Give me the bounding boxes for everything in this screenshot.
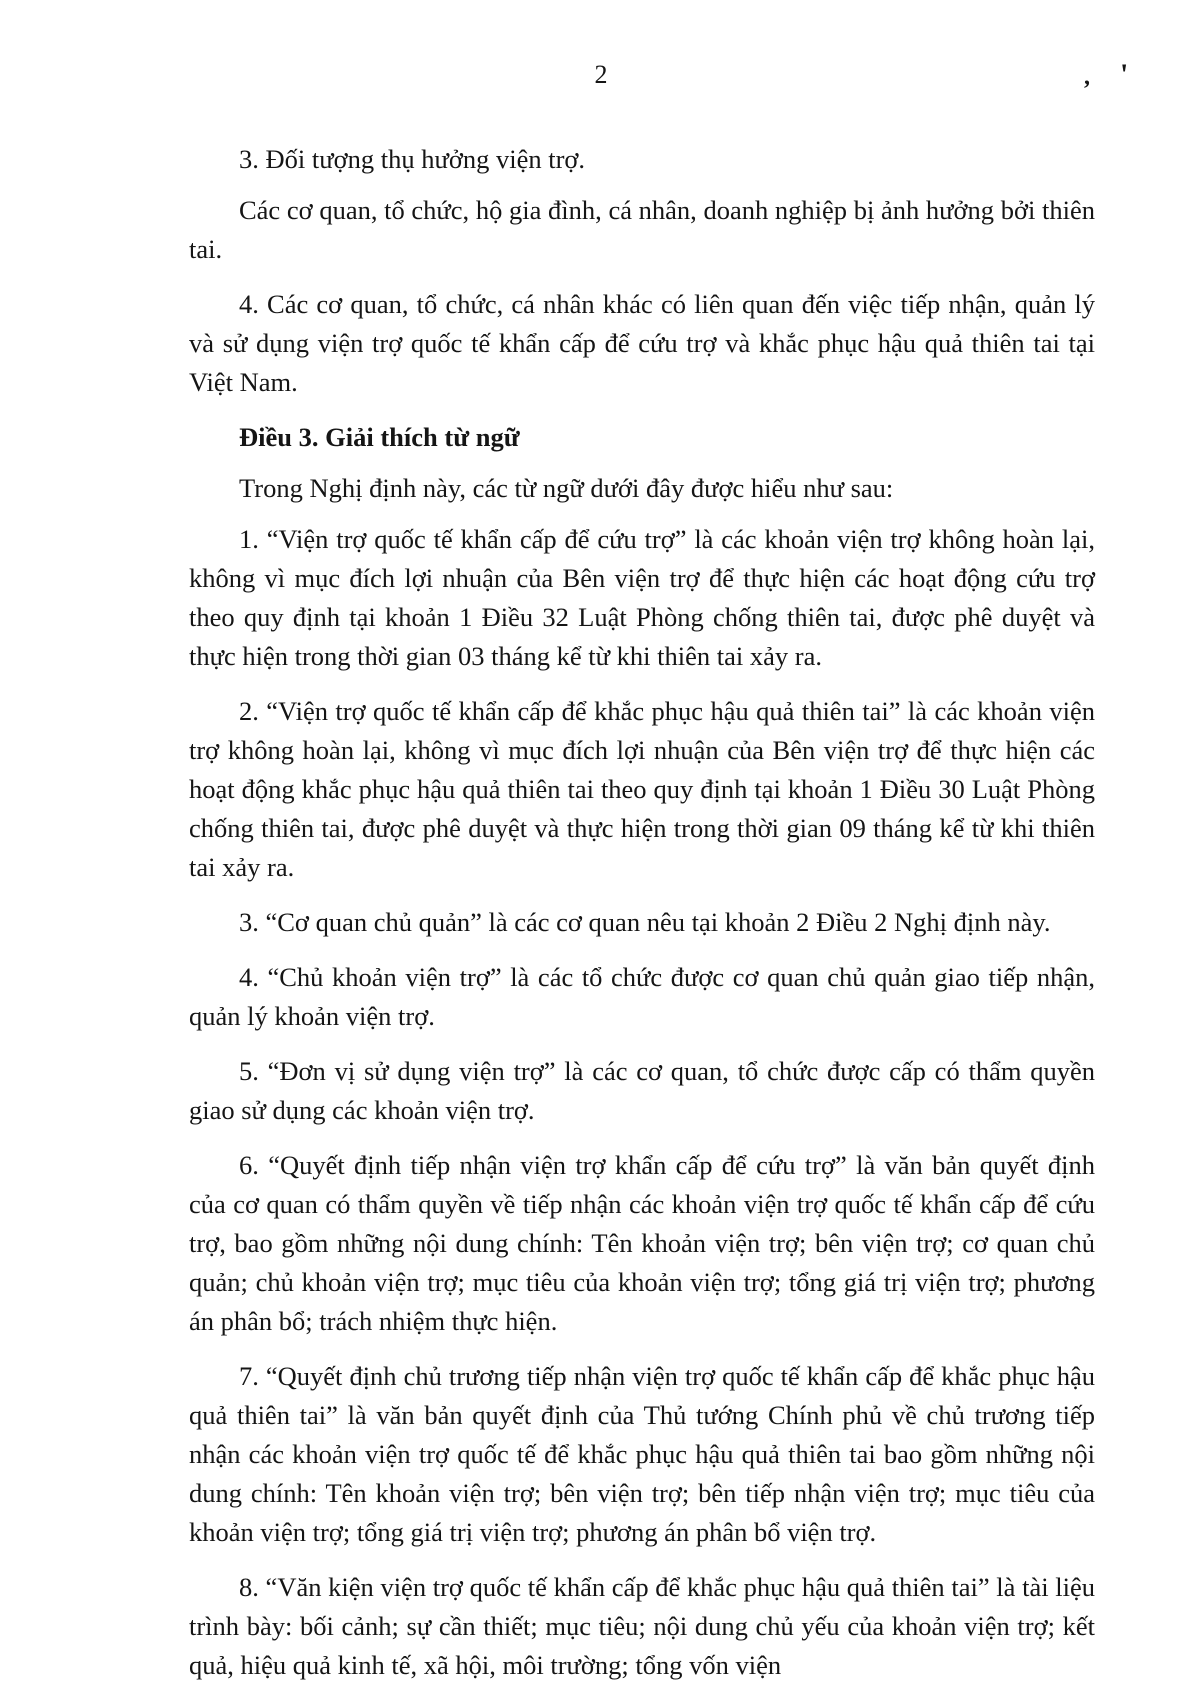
definition-2: 2. “Viện trợ quốc tế khẩn cấp để khắc phục hậu quả thiên tai” là các khoản viện trợ không hoàn lại, không vì mục đích lợi nhuận của Bên viện trợ để thực hiện các hoạt động khắc phục hậu quả thiên tai theo quy định tại khoản 1 Điều 30 Luật Phòng chống thiên tai, được phê duyệt và thực hiện trong thời gian 09 tháng kể từ khi thiên tai xảy ra. — [189, 696, 1095, 882]
definition-7: 7. “Quyết định chủ trương tiếp nhận viện trợ quốc tế khẩn cấp để khắc phục hậu quả thiên tai” là văn bản quyết định của Thủ tướng Chính phủ về chủ trương tiếp nhận các khoản viện trợ quốc tế để khắc phục hậu quả thiên tai bao gồm những nội dung chính: Tên khoản viện trợ; bên viện trợ; bên tiếp nhận viện trợ; mục tiêu của khoản viện trợ; tổng giá trị viện trợ; phương án phân bổ viện trợ. — [189, 1361, 1095, 1547]
page-number: 2 — [594, 60, 608, 89]
definition-4: 4. “Chủ khoản viện trợ” là các tổ chức được cơ quan chủ quản giao tiếp nhận, quản lý khoản viện trợ. — [189, 962, 1095, 1031]
definition-1: 1. “Viện trợ quốc tế khẩn cấp để cứu trợ” là các khoản viện trợ không hoàn lại, không vì mục đích lợi nhuận của Bên viện trợ để thực hiện các hoạt động cứu trợ theo quy định tại khoản 1 Điều 32 Luật Phòng chống thiên tai, được phê duyệt và thực hiện trong thời gian 03 tháng kể từ khi thiên tai xảy ra. — [189, 524, 1095, 671]
margin-mark: , — [1084, 64, 1090, 90]
margin-mark: ' — [1120, 58, 1129, 91]
document-body — [189, 140, 1095, 1701]
definition-3: 3. “Cơ quan chủ quản” là các cơ quan nêu tại khoản 2 Điều 2 Nghị định này. — [239, 907, 1051, 937]
definition-5: 5. “Đơn vị sử dụng viện trợ” là các cơ quan, tổ chức được cấp có thẩm quyền giao sử dụng các khoản viện trợ. — [189, 1056, 1095, 1125]
article-3-intro: Trong Nghị định này, các từ ngữ dưới đây được hiểu như sau: — [239, 473, 894, 503]
item-3-text: Các cơ quan, tổ chức, hộ gia đình, cá nhân, doanh nghiệp bị ảnh hưởng bởi thiên tai. — [189, 195, 1095, 264]
item-4-text: 4. Các cơ quan, tổ chức, cá nhân khác có liên quan đến việc tiếp nhận, quản lý và sử dụng viện trợ quốc tế khẩn cấp để cứu trợ và khắc phục hậu quả thiên tai tại Việt Nam. — [189, 289, 1095, 397]
article-3-title: Điều 3. Giải thích từ ngữ — [239, 422, 520, 452]
definition-6: 6. “Quyết định tiếp nhận viện trợ khẩn cấp để cứu trợ” là văn bản quyết định của cơ quan có thẩm quyền về tiếp nhận các khoản viện trợ quốc tế khẩn cấp để cứu trợ, bao gồm những nội dung chính: Tên khoản viện trợ; bên viện trợ; cơ quan chủ quản; chủ khoản viện trợ; mục tiêu của khoản viện trợ; tổng giá trị viện trợ; phương án phân bổ; trách nhiệm thực hiện. — [189, 1150, 1095, 1336]
definition-8: 8. “Văn kiện viện trợ quốc tế khẩn cấp để khắc phục hậu quả thiên tai” là tài liệu trình bày: bối cảnh; sự cần thiết; mục tiêu; nội dung chủ yếu của khoản viện trợ; kết quả, hiệu quả kinh tế, xã hội, môi trường; tổng vốn viện — [189, 1572, 1095, 1680]
item-3-heading: 3. Đối tượng thụ hưởng viện trợ. — [239, 144, 586, 174]
